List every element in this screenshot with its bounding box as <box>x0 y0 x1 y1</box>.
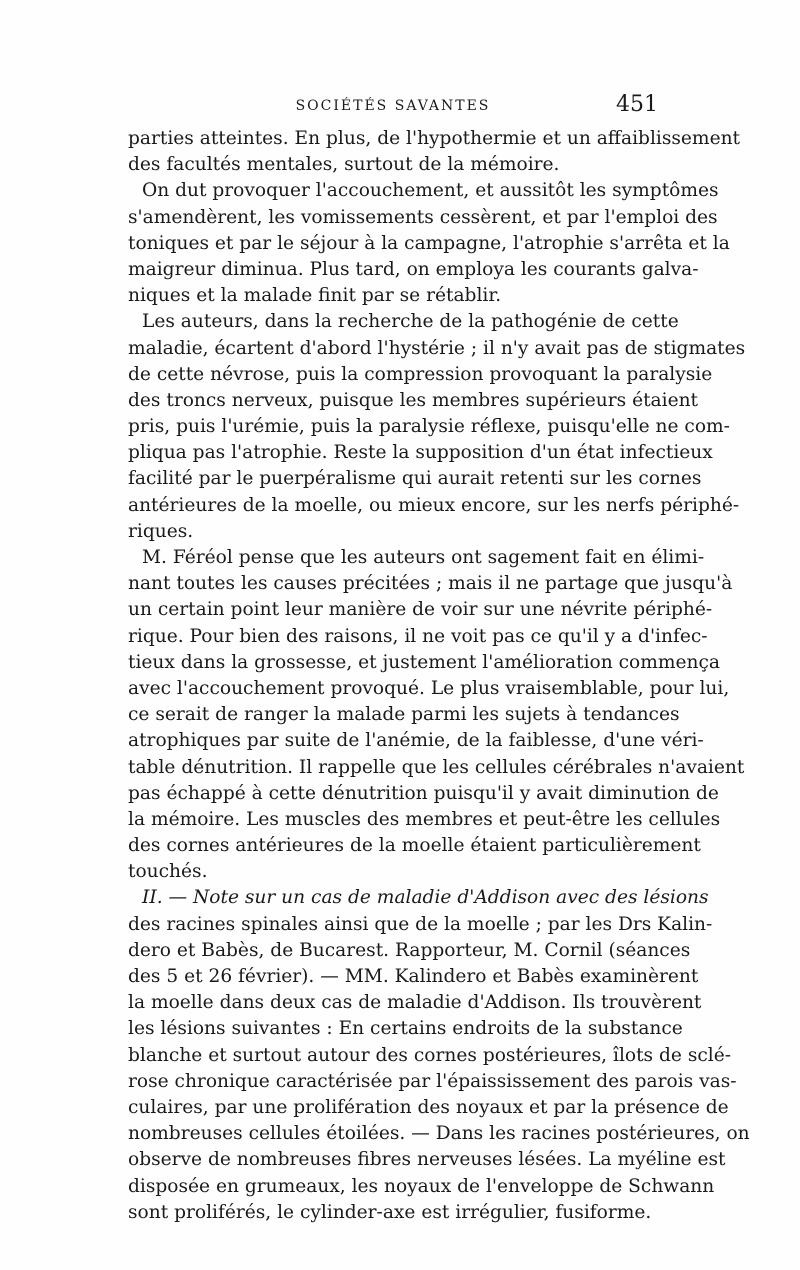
text-line: antérieures de la moelle, ou mieux encore, sur les nerfs périphé- <box>128 494 740 516</box>
text-line: pliqua pas l'atrophie. Reste la supposition d'un état infectieux <box>128 442 713 464</box>
running-head <box>128 92 658 118</box>
text-line: niques et la malade finit par se rétablir. <box>128 285 502 307</box>
text-line: rique. Pour bien des raisons, il ne voit pas ce qu'il y a d'infec- <box>128 625 708 647</box>
text-line: des facultés mentales, surtout de la mémoire. <box>128 154 560 176</box>
text-line: blanche et surtout autour des cornes postérieures, îlots de sclé- <box>128 1044 732 1066</box>
text-line: s'amendèrent, les vomissements cessèrent, et par l'emploi des <box>128 206 718 228</box>
text-line: des cornes antérieures de la moelle étaient particulièrement <box>128 835 701 857</box>
text-line: des 5 et 26 février). — MM. Kalindero et Babès examinèrent <box>128 966 699 987</box>
body-text <box>128 126 750 1226</box>
text-line: les lésions suivantes : En certains endroits de la substance <box>128 1018 683 1040</box>
text-line: parties atteintes. En plus, de l'hypothermie et un affaiblissement <box>128 128 741 149</box>
text-line: sont proliférés, le cylinder-axe est irrégulier, fusiforme. <box>128 1201 652 1223</box>
text-line: observe de nombreuses fibres nerveuses lésées. La myéline est <box>128 1149 726 1171</box>
text-line: ce serait de ranger la malade parmi les sujets à tendances <box>128 704 680 726</box>
running-title: SOCIÉTÉS SAVANTES <box>295 98 491 114</box>
text-line: pas échappé à cette dénutrition puisqu'il y avait diminution de <box>128 782 719 804</box>
text-line: dero et Babès, de Bucarest. Rapporteur, M. Cornil (séances <box>128 939 691 961</box>
text-line: culaires, par une prolifération des noyaux et par la présence de <box>128 1096 729 1118</box>
page-number: 451 <box>616 92 658 117</box>
text-line: M. Féréol pense que les auteurs ont sagement fait en élimi- <box>142 547 705 568</box>
text-line: des racines spinales ainsi que de la moelle ; par les Drs Kalin- <box>128 913 713 935</box>
text-line: la mémoire. Les muscles des membres et peut-être les cellules <box>128 808 721 830</box>
text-line: avec l'accouchement provoqué. Le plus vraisemblable, pour lui, <box>128 677 730 699</box>
text-line: maigreur diminua. Plus tard, on employa les courants galva- <box>128 258 699 280</box>
text-line: disposée en grumeaux, les noyaux de l'enveloppe de Schwann <box>128 1175 715 1197</box>
text-line: atrophiques par suite de l'anémie, de la faiblesse, d'une véri- <box>128 730 704 752</box>
section-heading-line: II. — Note sur un cas de maladie d'Addison avec des lésions <box>142 887 709 909</box>
text-line: nombreuses cellules étoilées. — Dans les racines postérieures, on <box>128 1123 750 1145</box>
text-line: pris, puis l'urémie, puis la paralysie réflexe, puisqu'elle ne com- <box>128 416 730 438</box>
text-line: nant toutes les causes précitées ; mais il ne partage que jusqu'à <box>128 573 733 595</box>
text-line: tieux dans la grossesse, et justement l'amélioration commença <box>128 651 720 673</box>
text-line: toniques et par le séjour à la campagne, l'atrophie s'arrêta et la <box>128 232 730 254</box>
text-line: riques. <box>128 520 194 542</box>
text-line: touchés. <box>128 861 208 883</box>
text-line: de cette névrose, puis la compression provoquant la paralysie <box>128 363 713 385</box>
text-line: Les auteurs, dans la recherche de la pathogénie de cette <box>142 311 679 333</box>
text-line: rose chronique caractérisée par l'épaississement des parois vas- <box>128 1070 737 1092</box>
text-line: maladie, écartent d'abord l'hystérie ; il n'y avait pas de stigmates <box>128 337 746 359</box>
text-line: table dénutrition. Il rappelle que les cellules cérébrales n'avaient <box>128 756 745 778</box>
text-line: des troncs nerveux, puisque les membres supérieurs étaient <box>128 389 699 411</box>
text-line: un certain point leur manière de voir sur une névrite périphé- <box>128 599 713 621</box>
text-line: On dut provoquer l'accouchement, et aussitôt les symptômes <box>142 180 719 202</box>
text-line: la moelle dans deux cas de maladie d'Addison. Ils trouvèrent <box>128 992 702 1014</box>
text-line: facilité par le puerpéralisme qui aurait retenti sur les cornes <box>128 468 702 490</box>
